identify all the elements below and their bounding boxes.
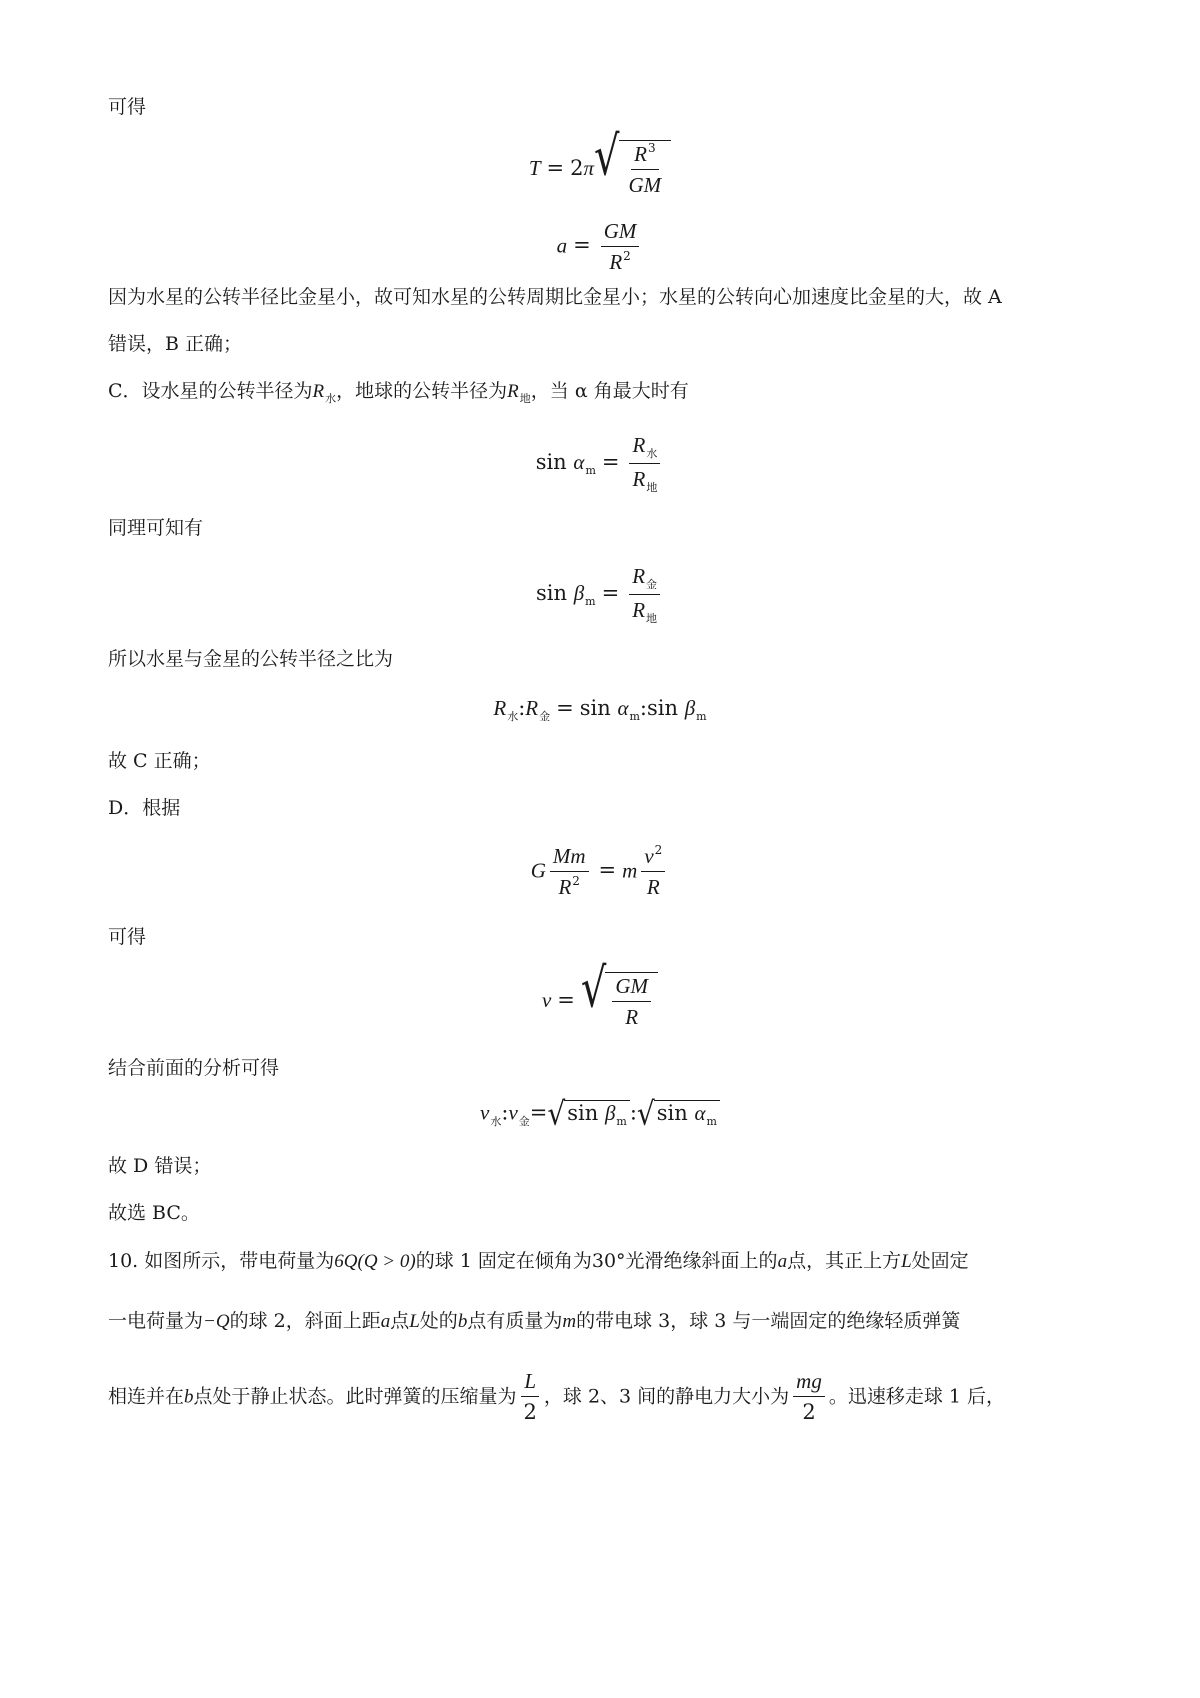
text-line: 同理可知有 — [108, 517, 204, 539]
text-line-c: C．设水星的公转半径为$R_水$，地球的公转半径为$R_地$，当 α 角最大时有 — [108, 380, 689, 405]
equation-period: T = 2π √ $\frac{R^3}{GM}$ — [0, 140, 1200, 199]
text-line: 结合前面的分析可得 — [108, 1057, 280, 1079]
text-line: 故 C 正确； — [108, 750, 211, 772]
question-10-line-1: 10. 如图所示，带电荷量为6Q(Q > 0)的球 1 固定在倾角为30°光滑绝缘斜面上的a点，其正上方L处固定 — [108, 1250, 969, 1272]
question-10-line-3: 相连并在b点处于静止状态。此时弹簧的压缩量为 $\frac{L}{2}$ ，球 2、3 间的静电力大小为 $\frac{mg}{2}$ 。迅速移走球 1 后， — [108, 1369, 1006, 1425]
text-line: 故 D 错误； — [108, 1155, 212, 1177]
text-line: 错误，B 正确； — [108, 333, 243, 355]
text-line: 故选 BC。 — [108, 1202, 200, 1224]
text-line: 所以水星与金星的公转半径之比为 — [108, 648, 394, 670]
text-line: 可得 — [108, 926, 147, 948]
equation-velocity-ratio: $v_水:v_金=$ √ $\sin \beta_m$ : √ $\sin \alpha_m$ — [0, 1100, 1200, 1129]
equation-velocity: v = √ $\frac{GM}{R}$ — [0, 972, 1200, 1031]
question-10-line-2: 一电荷量为−Q的球 2，斜面上距a点L处的b点有质量为m的带电球 3，球 3 与一端固定的绝缘轻质弹簧 — [108, 1310, 961, 1332]
equation-gravitation: G $\frac{Mm}{R^2}$ = m $\frac{v^2}{R}$ — [0, 843, 1200, 901]
text-line: 因为水星的公转半径比金星小，故可知水星的公转周期比金星小；水星的公转向心加速度比金星的大，故 A — [108, 286, 1002, 308]
equation-sin-alpha: $\sin \alpha_m$ = $\frac{R_水}{R_地}$ — [0, 432, 1200, 495]
text-line: D．根据 — [108, 797, 181, 819]
text-line: 可得 — [108, 96, 147, 118]
equation-acceleration: a = $\frac{GM}{R^2}$ — [0, 218, 1200, 276]
equation-radius-ratio: $R_水:R_金 = \sin$ $\alpha_m:\sin$ $\beta_m$ — [493, 696, 707, 723]
equation-sin-beta: $\sin \beta_m$ = $\frac{R_金}{R_地}$ — [0, 563, 1200, 626]
